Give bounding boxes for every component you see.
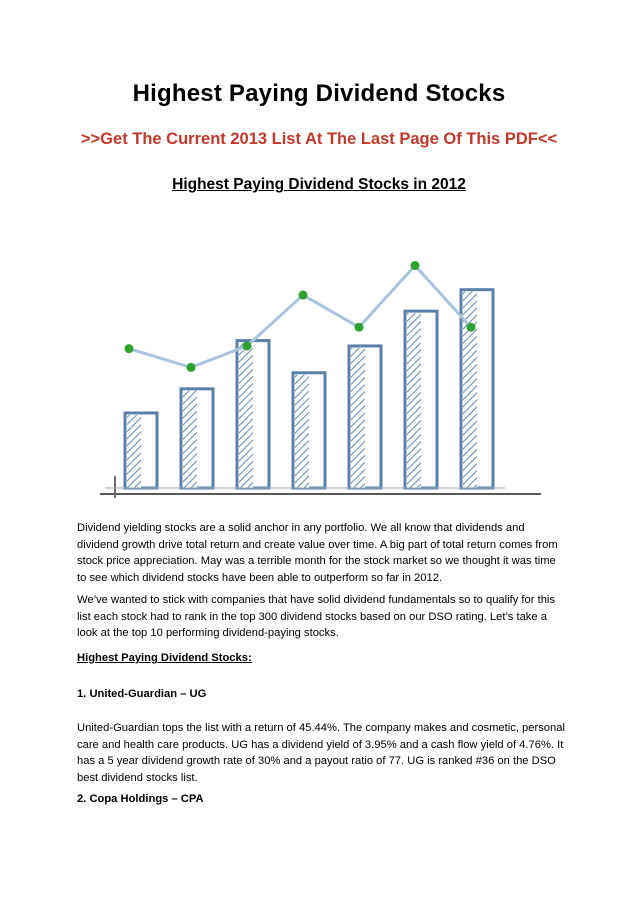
chart-bar: [125, 413, 157, 488]
trend-point: [299, 291, 308, 300]
trend-point: [411, 261, 420, 270]
trend-point: [467, 323, 476, 332]
stock-heading-ug: 1. United-Guardian – UG: [77, 688, 207, 700]
chart-bar: [405, 311, 437, 488]
stock-heading-cpa: 2. Copa Holdings – CPA: [77, 793, 204, 805]
chart-bar: [237, 341, 269, 488]
trend-point: [243, 341, 252, 350]
trend-point: [355, 323, 364, 332]
page-title: Highest Paying Dividend Stocks: [132, 80, 506, 107]
trend-point: [187, 363, 196, 372]
criteria-paragraph: We’ve wanted to stick with companies that have solid dividend fundamentals so to qualify for this list each stock had to rank in the top 300 dividend stocks based on our DSO rating. Let’s take a look at the top 10 performing dividend-paying stocks.: [77, 594, 556, 639]
section-subtitle: Highest Paying Dividend Stocks in 2012: [172, 176, 466, 193]
promo-link[interactable]: >>Get The Current 2013 List At The Last Page Of This PDF<<: [80, 130, 558, 148]
intro-paragraph: Dividend yielding stocks are a solid anchor in any portfolio. We all know that dividends and dividend growth drive total return and create value over time. A big part of total return comes from stock price appreciation. May was a terrible month for the stock market so we thought it was time to see which dividend stocks have been able to outperform so far in 2012.: [77, 522, 558, 584]
list-heading: Highest Paying Dividend Stocks:: [77, 652, 252, 664]
stock-description-ug: United-Guardian tops the list with a return of 45.44%. The company makes and cosmetic, personal care and health care products. UG has a dividend yield of 3.95% and a cash flow yield of 4.76%. It has a 5 year dividend growth rate of 30% and a payout ratio of 77. UG is ranked #36 on the DSO best dividend stocks list.: [77, 722, 565, 784]
chart-bar: [349, 346, 381, 488]
growth-chart-illustration: [75, 200, 565, 510]
trend-point: [125, 344, 134, 353]
chart-bar: [181, 389, 213, 488]
chart-bar: [293, 373, 325, 488]
